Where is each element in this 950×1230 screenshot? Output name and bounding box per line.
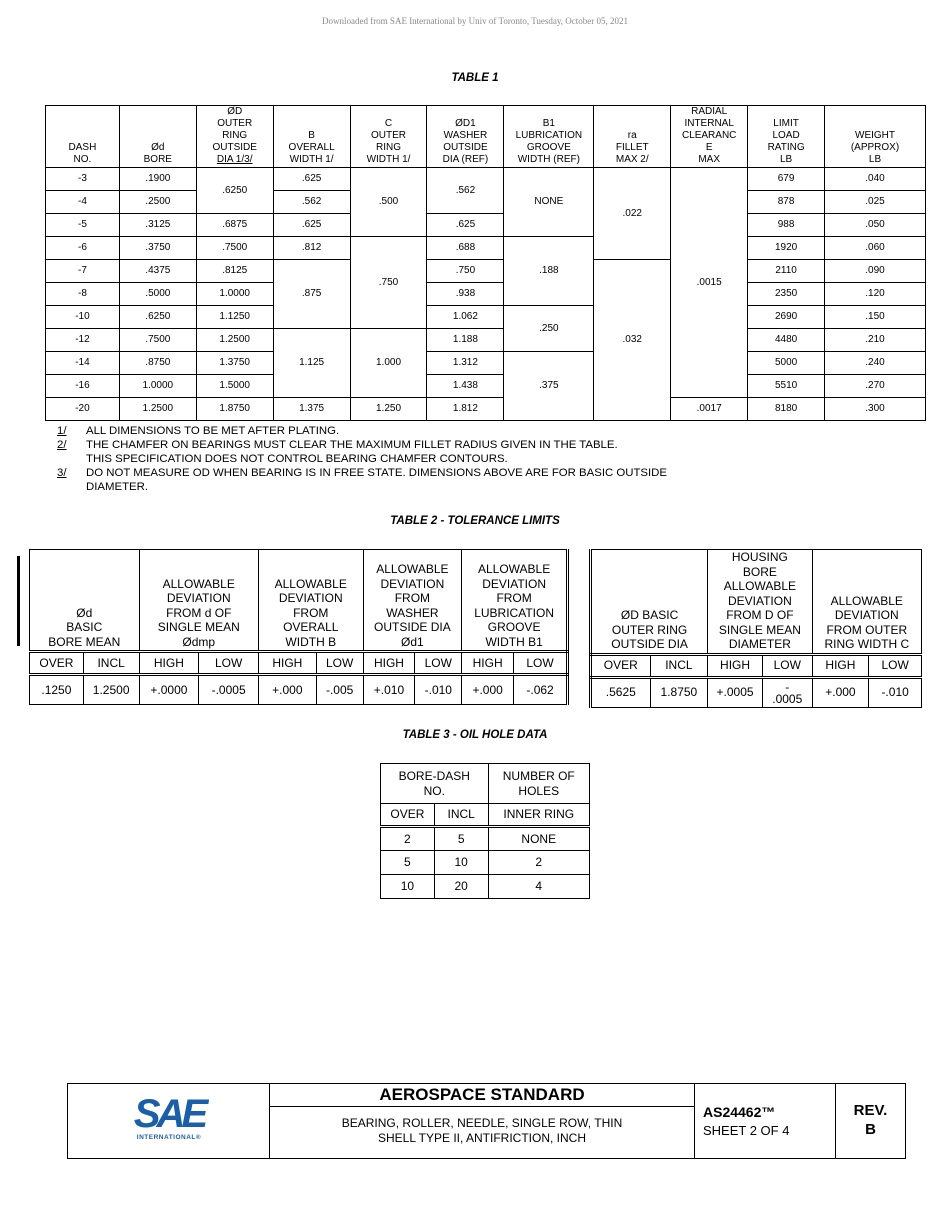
table-cell: 5000 <box>748 352 825 375</box>
text-line: FROM d OF <box>166 605 232 620</box>
table-cell: 1.812 <box>427 398 504 421</box>
table-cell: .8125 <box>196 260 273 283</box>
text-line: B1 <box>542 118 555 129</box>
table-cell: 2 <box>488 851 589 875</box>
doc-heading: AEROSPACE STANDARD <box>270 1084 694 1107</box>
table-cell: +.0000 <box>139 675 199 705</box>
table-cell: .060 <box>825 237 926 260</box>
table-cell: .5625 <box>591 677 651 707</box>
table-cell: .375 <box>504 352 594 421</box>
text-line: BORE <box>143 154 172 165</box>
table3-oil-hole-data <box>380 763 590 899</box>
table-cell: .090 <box>825 260 926 283</box>
table-cell: 20 <box>434 875 488 899</box>
table-cell: 1.0000 <box>119 375 196 398</box>
table-cell: LOW <box>199 652 259 675</box>
text-line: RING <box>222 130 248 141</box>
table-cell: -.0005 <box>199 675 259 705</box>
text-line: WIDTH B <box>285 634 337 649</box>
table-cell: 2110 <box>748 260 825 283</box>
table-cell: 878 <box>748 191 825 214</box>
table-cell: 1.000 <box>350 329 427 398</box>
col-header-groove-width <box>504 106 594 168</box>
text-line: B <box>308 130 315 141</box>
text-line: LB <box>779 154 793 165</box>
table-cell: 1.250 <box>350 398 427 421</box>
table-cell: .120 <box>825 283 926 306</box>
table2-bore-tolerances <box>29 549 569 705</box>
table-cell: 1.312 <box>427 352 504 375</box>
table-cell: .1250 <box>30 675 84 705</box>
text-line: BORE <box>742 564 777 579</box>
doc-description: BEARING, ROLLER, NEEDLE, SINGLE ROW, THIN SHELL TYPE II, ANTIFRICTION, INCH <box>341 1116 623 1145</box>
text-line: DEVIATION <box>482 576 546 591</box>
text-line: GROOVE <box>487 620 541 634</box>
text-line: ALLOWABLE <box>477 562 551 576</box>
table-cell: .0015 <box>671 168 748 398</box>
table-cell: .022 <box>594 168 671 260</box>
text-line: ALLOWABLE <box>723 579 797 593</box>
table-cell: LOW <box>316 652 363 675</box>
text-line: DEVIATION <box>727 593 792 608</box>
text-line: 2/ <box>57 439 67 451</box>
header-dev-overall-width <box>258 550 363 652</box>
text-line: BORE-DASH <box>398 769 470 783</box>
revision-cell <box>836 1084 905 1158</box>
text-line: WASHER <box>386 605 439 620</box>
table-cell: LOW <box>415 652 462 675</box>
table-cell: 5 <box>381 851 435 875</box>
title-cell <box>270 1084 695 1158</box>
table1 <box>45 105 926 421</box>
text-line: LIMIT <box>773 118 799 129</box>
text-line: RING <box>376 142 402 153</box>
col-header-dash <box>46 106 120 168</box>
text-line: NO. <box>73 154 92 165</box>
header-dev-groove-width <box>462 550 568 652</box>
text-line: ØD <box>227 106 243 117</box>
table-cell: .210 <box>825 329 926 352</box>
text-line: RATING <box>767 142 805 153</box>
table-cell: +.0005 <box>708 677 763 707</box>
table-cell: +.000 <box>812 677 869 707</box>
text-line: OUTSIDE DIA <box>611 637 688 651</box>
rev-label: REV. <box>853 1102 888 1119</box>
text-line: DEVIATION <box>278 591 343 605</box>
table-cell: .8750 <box>119 352 196 375</box>
col-header-clearance <box>671 106 748 168</box>
table-cell: -4 <box>46 191 120 214</box>
col-header-outer-dia <box>196 106 273 168</box>
text-line: ALLOWABLE <box>376 562 449 576</box>
table-cell: 1.8750 <box>196 398 273 421</box>
text-line: LOAD <box>772 130 800 141</box>
table-cell: 1.2500 <box>83 675 139 705</box>
header-basic-bore-mean <box>30 550 140 652</box>
table-cell: HIGH <box>462 652 514 675</box>
table-cell: INCL <box>650 654 708 677</box>
table3-title: TABLE 3 - OIL HOLE DATA <box>402 729 548 741</box>
table-cell: -8 <box>46 283 120 306</box>
table-cell: HIGH <box>258 652 316 675</box>
table-cell: .300 <box>825 398 926 421</box>
text-line: ® <box>195 1134 202 1141</box>
table-row <box>46 283 926 306</box>
header-basic-outer-dia <box>591 550 708 655</box>
text-line: INTERNATIONAL <box>136 1134 196 1141</box>
table-row <box>46 168 926 191</box>
table-cell: .3750 <box>119 237 196 260</box>
text-line: 1/ <box>57 425 67 437</box>
text-line: (APPROX) <box>850 142 900 153</box>
table-row <box>46 306 926 329</box>
text-line: SINGLE MEAN <box>157 620 240 634</box>
table-cell: INCL <box>83 652 139 675</box>
table-row <box>591 677 922 707</box>
header-housing-bore-dev <box>708 550 812 655</box>
table2-right-subheader-row <box>591 654 922 677</box>
table3-subheader-row <box>381 804 590 827</box>
title-block <box>67 1083 906 1159</box>
text-line: RADIAL <box>691 106 728 117</box>
table-cell: .150 <box>825 306 926 329</box>
table-cell: .6250 <box>196 168 273 214</box>
header-number-of-holes <box>488 764 589 804</box>
table-cell: 1.125 <box>273 329 350 398</box>
table2-outer-ring-tolerances <box>589 549 922 708</box>
table-cell: 679 <box>748 168 825 191</box>
table-cell: 1.0000 <box>196 283 273 306</box>
table-cell: .270 <box>825 375 926 398</box>
text-line: OUTER RING <box>611 622 688 637</box>
text-line: DEVIATION <box>166 591 231 605</box>
doc-number: AS24462™ <box>703 1104 776 1120</box>
table-row <box>46 260 926 283</box>
table-row <box>46 398 926 421</box>
text-line: THE CHAMFER ON BEARINGS MUST CLEAR THE MAXIMUM FILLET RADIUS GIVEN IN THE TABLE. <box>86 439 618 451</box>
change-bar <box>17 556 20 646</box>
text-line: DIAMETER <box>728 637 791 651</box>
table-cell: -14 <box>46 352 120 375</box>
table1-title: TABLE 1 <box>451 72 499 84</box>
table-cell: .6875 <box>196 214 273 237</box>
table-cell: -.010 <box>415 675 462 705</box>
table-cell: 1.188 <box>427 329 504 352</box>
sae-logo: SAE INTERNATIONAL® <box>68 1084 270 1158</box>
table-cell: OVER <box>591 654 651 677</box>
table-cell: INCL <box>434 804 488 827</box>
text-line: DO NOT MEASURE OD WHEN BEARING IS IN FREE STATE. DIMENSIONS ABOVE ARE FOR BASIC OUTSIDE <box>86 467 668 479</box>
text-line: SINGLE MEAN <box>718 622 801 637</box>
text-line: DIAMETER. <box>86 481 149 493</box>
col-header-bore <box>119 106 196 168</box>
table-cell: .7500 <box>119 329 196 352</box>
table-row <box>381 851 590 875</box>
table-cell: -10 <box>46 306 120 329</box>
col-header-fillet <box>594 106 671 168</box>
table-cell: LOW <box>762 654 812 677</box>
table-cell: .250 <box>504 306 594 352</box>
table-cell: 1.438 <box>427 375 504 398</box>
table-cell: 4 <box>488 875 589 899</box>
text-line: BORE MEAN <box>48 634 121 649</box>
text-line: FROM <box>293 605 329 620</box>
text-line: OVERALL <box>288 142 335 153</box>
table-cell: .688 <box>427 237 504 260</box>
table-cell: -5 <box>46 214 120 237</box>
text-line: C <box>384 118 393 129</box>
table-cell: -.010 <box>869 677 922 707</box>
text-line: FROM D OF <box>726 608 794 622</box>
text-line: ALLOWABLE <box>274 576 347 591</box>
table-cell: LOW <box>514 652 568 675</box>
table-cell: .032 <box>594 260 671 421</box>
text-line: HOLES <box>518 783 560 798</box>
table-cell: .625 <box>427 214 504 237</box>
text-line: ra <box>627 130 637 141</box>
header-bore-dash-no <box>381 764 489 804</box>
table-row <box>46 375 926 398</box>
text-line: MAX <box>698 154 720 165</box>
text-line: LUBRICATION <box>474 605 554 620</box>
table-cell: +.000 <box>258 675 316 705</box>
text-line: INTERNAL <box>684 118 734 129</box>
text-line: WIDTH 1/ <box>289 154 334 165</box>
table-row <box>46 329 926 352</box>
table-cell: OVER <box>30 652 84 675</box>
text-line: NUMBER OF <box>502 769 575 783</box>
table-cell: +.010 <box>363 675 415 705</box>
table-cell: 5510 <box>748 375 825 398</box>
table-cell: -20 <box>46 398 120 421</box>
table-cell: HIGH <box>139 652 199 675</box>
text-line: MAX 2/ <box>615 154 649 165</box>
table-cell: .562 <box>427 168 504 214</box>
table-row <box>30 675 568 705</box>
col-header-outer-ring-width <box>350 106 427 168</box>
col-header-weight <box>825 106 926 168</box>
text-line: OUTSIDE <box>443 142 488 153</box>
table-cell: 2690 <box>748 306 825 329</box>
table-cell: 10 <box>434 851 488 875</box>
table-cell: 1.8750 <box>650 677 708 707</box>
table-cell: HIGH <box>363 652 415 675</box>
table-cell: .500 <box>350 168 427 237</box>
text-line: .0005 <box>772 691 803 706</box>
col-header-overall-width <box>273 106 350 168</box>
table-cell: 1920 <box>748 237 825 260</box>
table-cell: OVER <box>381 804 435 827</box>
text-line: LUBRICATION <box>515 130 583 141</box>
text-line: THIS SPECIFICATION DOES NOT CONTROL BEARING CHAMFER CONTOURS. <box>86 453 508 465</box>
text-line: ALL DIMENSIONS TO BE MET AFTER PLATING. <box>86 425 340 437</box>
table-cell: .050 <box>825 214 926 237</box>
text-line: OUTER <box>371 130 407 141</box>
table-cell: 1.1250 <box>196 306 273 329</box>
table-cell: 8180 <box>748 398 825 421</box>
col-header-load <box>748 106 825 168</box>
table-cell: .2500 <box>119 191 196 214</box>
table-cell: 4480 <box>748 329 825 352</box>
sheet-number: SHEET 2 OF 4 <box>703 1123 790 1138</box>
text-line: FILLET <box>615 142 649 153</box>
table-cell: HIGH <box>708 654 763 677</box>
table-cell: 1.2500 <box>119 398 196 421</box>
text-line: DEVIATION <box>380 576 445 591</box>
table-cell: .750 <box>427 260 504 283</box>
table-cell: -6 <box>46 237 120 260</box>
note-2 <box>57 438 667 466</box>
table-cell: 10 <box>381 875 435 899</box>
table-cell: NONE <box>488 827 589 851</box>
table-cell: 1.375 <box>273 398 350 421</box>
table-cell: LOW <box>869 654 922 677</box>
text-line: ØD1 <box>455 118 476 129</box>
table-cell: .6250 <box>119 306 196 329</box>
text-line: GROOVE <box>526 142 571 153</box>
text-line: OUTER <box>217 118 253 129</box>
table-cell: 5 <box>434 827 488 851</box>
text-line: WEIGHT <box>855 130 896 141</box>
table-cell: 2350 <box>748 283 825 306</box>
text-line: Ød1 <box>401 634 424 649</box>
table-cell: .7500 <box>196 237 273 260</box>
table-cell: .625 <box>273 214 350 237</box>
table-cell: .025 <box>825 191 926 214</box>
text-line: FROM <box>496 591 532 605</box>
table-row <box>381 875 590 899</box>
table-cell: 2 <box>381 827 435 851</box>
header-dev-washer-od <box>363 550 462 652</box>
text-line: OUTSIDE <box>212 142 257 153</box>
col-header-washer-od <box>427 106 504 168</box>
table-cell: .750 <box>350 237 427 329</box>
table-cell: .812 <box>273 237 350 260</box>
text-line: HOUSING <box>731 550 788 564</box>
table-cell: .5000 <box>119 283 196 306</box>
text-line: OUTSIDE DIA <box>374 620 451 634</box>
table-cell: .0017 <box>671 398 748 421</box>
note-3 <box>57 466 667 494</box>
text-line: RING WIDTH C <box>824 637 910 651</box>
text-line: FROM <box>394 591 431 605</box>
table-cell: .040 <box>825 168 926 191</box>
table-cell: .240 <box>825 352 926 375</box>
table-cell: .188 <box>504 237 594 306</box>
table-cell: .1900 <box>119 168 196 191</box>
text-line: 3/ <box>57 467 67 479</box>
table-cell: -16 <box>46 375 120 398</box>
table-cell: -3 <box>46 168 120 191</box>
text-line: ØD BASIC <box>620 608 679 622</box>
table-cell: 1.5000 <box>196 375 273 398</box>
text-line: LB <box>868 154 882 165</box>
table-cell: 1.3750 <box>196 352 273 375</box>
text-line: DASH <box>68 142 97 153</box>
table-cell: +.000 <box>462 675 514 705</box>
text-line: CLEARANC <box>681 130 737 141</box>
doc-number-cell <box>695 1084 836 1158</box>
table-cell: .4375 <box>119 260 196 283</box>
table-cell: .562 <box>273 191 350 214</box>
table-row <box>46 352 926 375</box>
table-cell: NONE <box>504 168 594 237</box>
table-cell: .625 <box>273 168 350 191</box>
table-cell: -.062 <box>514 675 568 705</box>
text-line: Ødmp <box>182 634 216 649</box>
table-cell <box>762 677 812 707</box>
text-line: E <box>705 142 713 153</box>
table-cell: INNER RING <box>488 804 589 827</box>
header-dev-outer-ring-width <box>812 550 921 655</box>
text-line: BASIC <box>66 620 103 634</box>
table1-notes <box>57 424 667 494</box>
table-cell: .938 <box>427 283 504 306</box>
text-line: WIDTH 1/ <box>366 154 411 165</box>
text-line: - <box>785 679 790 694</box>
text-line: WASHER <box>443 130 488 141</box>
rev-value: B <box>865 1121 876 1138</box>
note-1 <box>57 424 667 438</box>
text-line: DEVIATION <box>834 608 899 622</box>
table2-subheader-row <box>30 652 568 675</box>
table-cell: -.005 <box>316 675 363 705</box>
table-cell: 1.2500 <box>196 329 273 352</box>
download-banner: Downloaded from SAE International by Univ of Toronto, Tuesday, October 05, 2021 <box>321 16 629 26</box>
text-line: Ød <box>151 142 165 153</box>
header-dev-single-mean <box>139 550 258 652</box>
table-cell: 1.062 <box>427 306 504 329</box>
table-row <box>46 214 926 237</box>
text-line: ALLOWABLE <box>162 576 235 591</box>
table-cell: .875 <box>273 260 350 329</box>
table2-title: TABLE 2 - TOLERANCE LIMITS <box>390 515 560 527</box>
text-line: Ød <box>76 605 93 620</box>
table-cell: 988 <box>748 214 825 237</box>
text-line: WIDTH (REF) <box>517 154 580 165</box>
table-row <box>46 237 926 260</box>
text-line: FROM OUTER <box>826 622 908 637</box>
table-cell: .3125 <box>119 214 196 237</box>
table-cell: -12 <box>46 329 120 352</box>
text-line: NO. <box>423 783 445 798</box>
text-line: DIA 1/3/ <box>216 154 253 165</box>
table-row <box>381 827 590 851</box>
table-cell: HIGH <box>812 654 869 677</box>
text-line: DIA (REF) <box>442 154 489 165</box>
table-cell: -7 <box>46 260 120 283</box>
text-line: WIDTH B1 <box>485 634 543 649</box>
text-line: ALLOWABLE <box>830 593 903 608</box>
text-line: OVERALL <box>283 620 339 634</box>
